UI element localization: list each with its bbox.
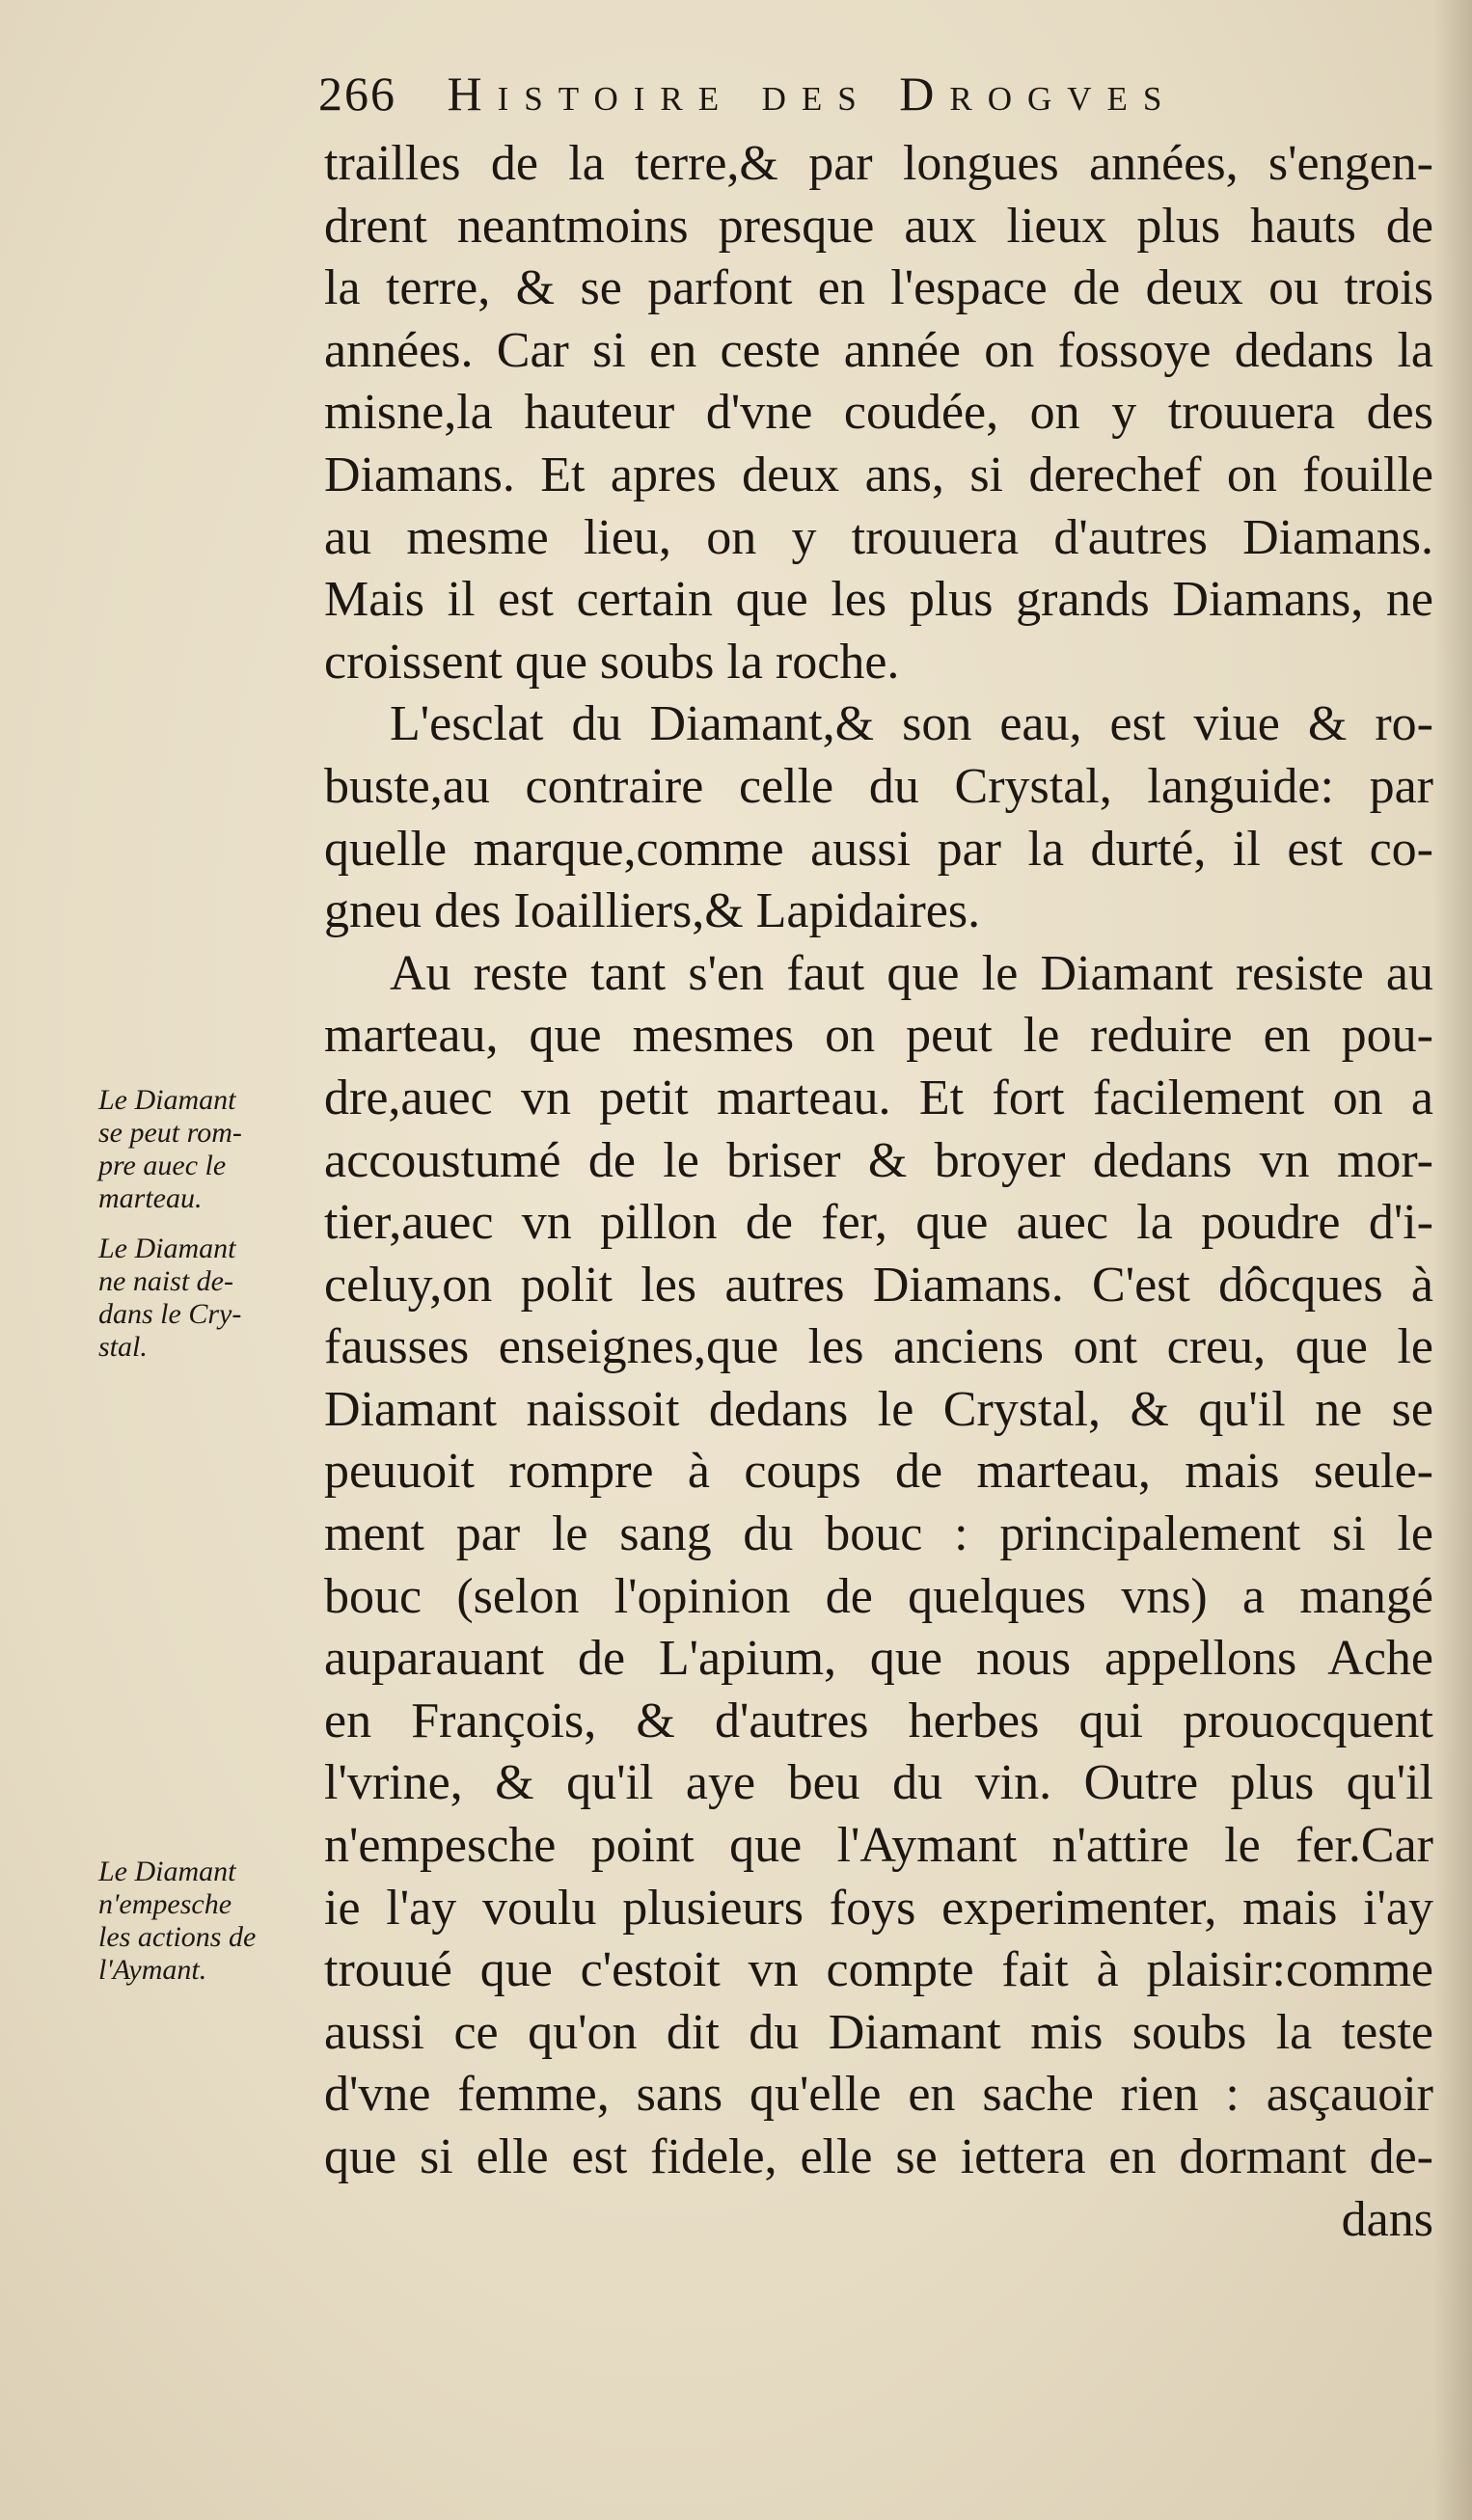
text-line: auparauant de L'apium, que nous appellons Ache	[324, 1631, 1433, 1687]
text-line: marteau, que mesmes on peut le reduire en pou-	[324, 1008, 1433, 1064]
body-text	[324, 133, 1433, 2251]
text-line: accoustumé de le briser & broyer dedans vn mor-	[324, 1132, 1433, 1188]
text-line: n'empesche point que l'Aymant n'attire le fer.Car	[324, 1818, 1433, 1874]
text-line: en François, & d'autres herbes qui prouocquent	[324, 1693, 1433, 1748]
text-line: peuuoit rompre à coups de marteau, mais seule-	[324, 1444, 1433, 1500]
text-line: trailles de la terre,& par longues années, s'engen-	[324, 136, 1433, 191]
marginal-note-line: marteau.	[98, 1182, 203, 1214]
text-line: ment par le sang du bouc : principalement si le	[324, 1506, 1433, 1562]
text-line: que si elle est fidele, elle se iettera en dormant de-	[324, 2129, 1433, 2184]
marginal-note-line: Le Diamant	[98, 1233, 236, 1264]
page-edge-shadow	[1433, 0, 1472, 2520]
text-line: au mesme lieu, on y trouuera d'autres Diamans.	[324, 509, 1433, 565]
text-line: l'vrine, & qu'il aye beu du vin. Outre plus qu'il	[324, 1755, 1433, 1811]
text-line: années. Car si en ceste année on fossoye dedans la	[324, 322, 1433, 378]
text-line: aussi ce qu'on dit du Diamant mis soubs la teste	[324, 2004, 1433, 2060]
text-line: bouc (selon l'opinion de quelques vns) a mangé	[324, 1568, 1433, 1624]
marginal-note-line: stal.	[98, 1331, 148, 1363]
marginal-note	[98, 1084, 330, 1215]
running-header	[318, 66, 1418, 133]
marginal-note-line: Le Diamant	[98, 1856, 236, 1887]
text-line: drent neantmoins presque aux lieux plus hauts de	[324, 198, 1433, 254]
running-title: Histoire des Drogves	[447, 67, 1178, 121]
text-line: tier,auec vn pillon de fer, que auec la poudre d'i-	[324, 1195, 1433, 1251]
marginal-note-line: l'Aymant.	[98, 1954, 207, 1986]
text-line: quelle marque,comme aussi par la durté, il est co-	[324, 821, 1433, 877]
text-line: la terre, & se parfont en l'espace de deux ou trois	[324, 260, 1433, 316]
marginal-note-line: Le Diamant	[98, 1084, 236, 1116]
text-line: buste,au contraire celle du Crystal, languide: par	[324, 758, 1433, 814]
text-line: Mais il est certain que les plus grands Diamans, ne	[324, 572, 1433, 628]
marginal-note-line: se peut rom-	[98, 1117, 242, 1149]
text-line: ie l'ay voulu plusieurs foys experimenter, mais i'ay	[324, 1880, 1433, 1936]
text-line: fausses enseignes,que les anciens ont creu, que le	[324, 1319, 1433, 1375]
text-line: celuy,on polit les autres Diamans. C'est dôcques à	[324, 1257, 1433, 1313]
text-line: misne,la hauteur d'vne coudée, on y trouuera des	[324, 385, 1433, 441]
marginal-note	[98, 1856, 330, 1987]
text-line: croissent que soubs la roche.	[324, 634, 900, 690]
text-line: dre,auec vn petit marteau. Et fort facilement on a	[324, 1070, 1433, 1125]
catchword: dans	[1341, 2191, 1433, 2247]
text-line: L'esclat du Diamant,& son eau, est viue & ro-	[390, 696, 1433, 752]
page-number: 266	[318, 67, 396, 121]
marginal-note-line: ne naist de-	[98, 1265, 233, 1297]
text-line: trouué que c'estoit vn compte fait à plaisir:comme	[324, 1942, 1433, 1998]
marginal-note-line: dans le Cry-	[98, 1298, 242, 1330]
marginal-note-line: n'empesche	[98, 1888, 232, 1920]
text-line: Diamans. Et apres deux ans, si derechef on fouille	[324, 447, 1433, 502]
text-line: Au reste tant s'en faut que le Diamant resiste au	[390, 945, 1433, 1001]
marginal-note	[98, 1233, 330, 1364]
marginal-note-line: les actions de	[98, 1921, 257, 1953]
text-line: gneu des Ioailliers,& Lapidaires.	[324, 883, 981, 939]
text-line: Diamant naissoit dedans le Crystal, & qu'il ne se	[324, 1381, 1433, 1437]
marginal-note-line: pre auec le	[98, 1150, 227, 1181]
text-line: d'vne femme, sans qu'elle en sache rien : asçauoir	[324, 2067, 1433, 2123]
